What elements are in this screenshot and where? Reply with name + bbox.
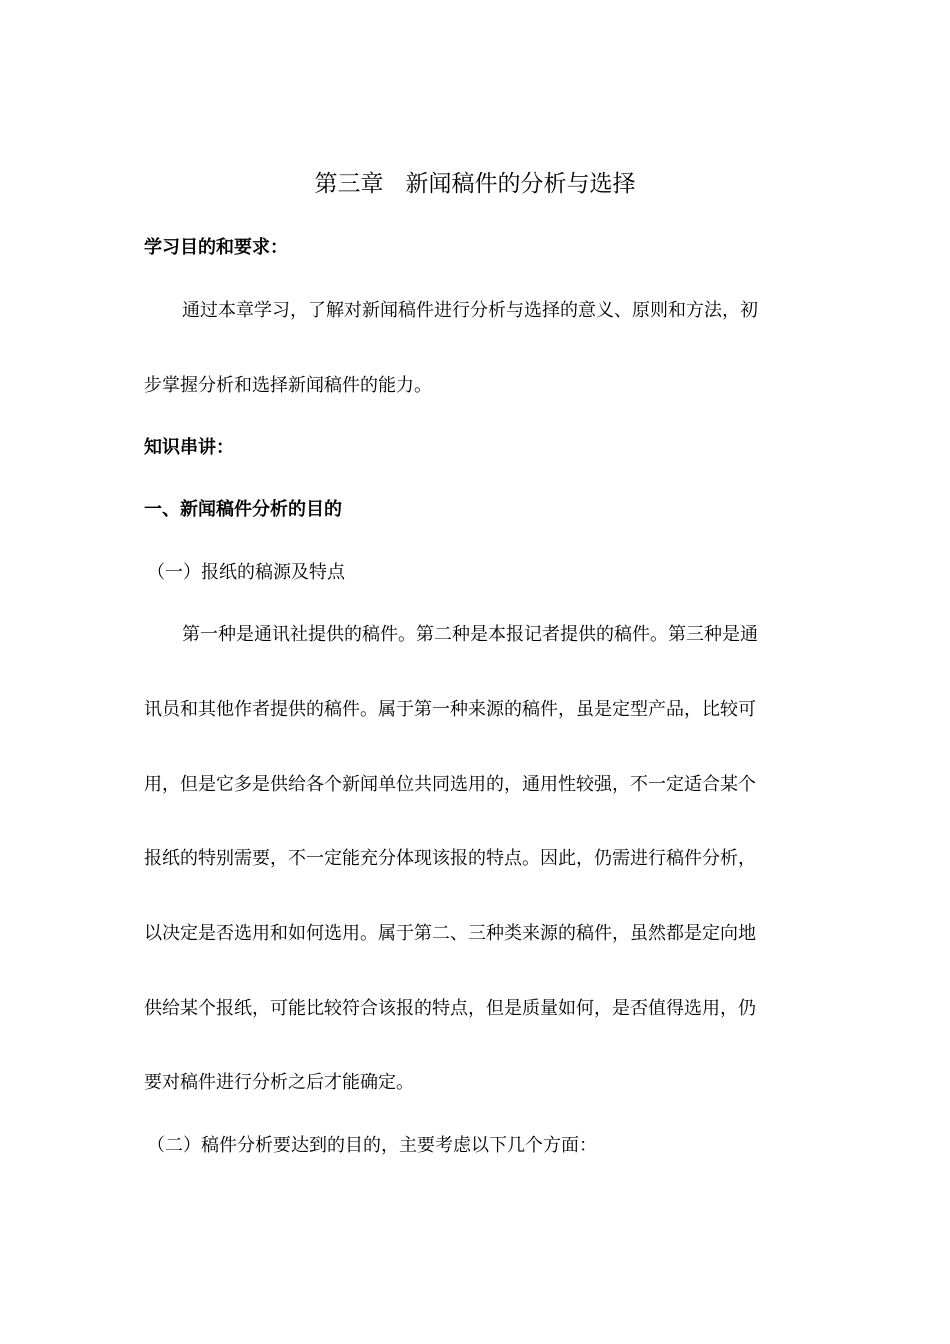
subsection1-text-line-5: 以决定是否选用和如何选用。属于第二、三种类来源的稿件，虽然都是定向地 [144, 923, 756, 944]
subsection1-text-line-6: 供给某个报纸，可能比较符合该报的特点，但是质量如何，是否值得选用，仍 [144, 998, 756, 1019]
subsection1-text-line-1: 第一种是通讯社提供的稿件。第二种是本报记者提供的稿件。第三种是通 [182, 624, 758, 645]
section1-heading: 一、新闻稿件分析的目的 [144, 499, 342, 520]
chapter-title: 第三章 新闻稿件的分析与选择 [314, 171, 636, 197]
objectives-text-line-1: 通过本章学习，了解对新闻稿件进行分析与选择的意义、原则和方法，初 [182, 300, 758, 321]
subsection1-text-line-3: 用，但是它多是供给各个新闻单位共同选用的，通用性较强，不一定适合某个 [144, 774, 756, 795]
subsection1-text-line-2: 讯员和其他作者提供的稿件。属于第一种来源的稿件，虽是定型产品，比较可 [144, 699, 756, 720]
knowledge-heading: 知识串讲： [144, 437, 234, 458]
subsection1-text-line-4: 报纸的特别需要，不一定能充分体现该报的特点。因此，仍需进行稿件分析， [144, 848, 756, 869]
objectives-heading: 学习目的和要求： [144, 237, 288, 258]
subsection1-heading: （一）报纸的稿源及特点 [147, 562, 345, 583]
subsection1-text-line-7: 要对稿件进行分析之后才能确定。 [144, 1072, 414, 1093]
subsection2-heading: （二）稿件分析要达到的目的，主要考虑以下几个方面： [147, 1135, 597, 1156]
objectives-text-line-2: 步掌握分析和选择新闻稿件的能力。 [144, 375, 432, 396]
